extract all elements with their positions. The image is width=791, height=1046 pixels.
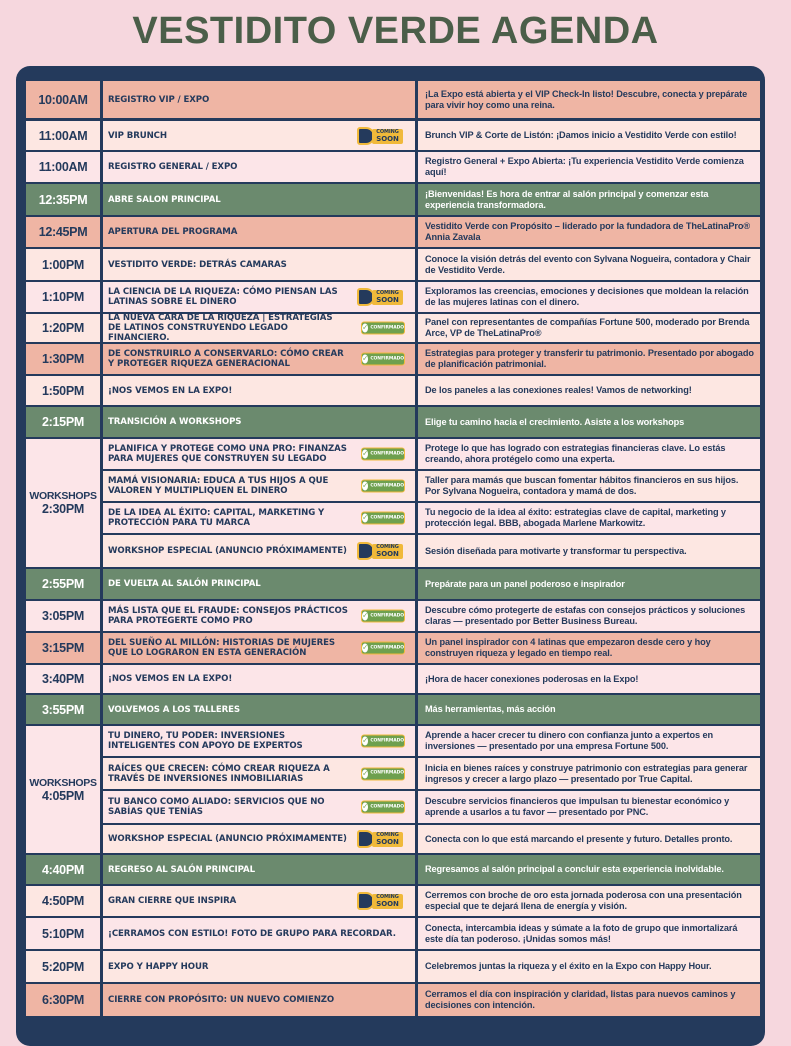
session-title [103,217,415,247]
session-title [103,344,415,374]
agenda-row [0,471,791,501]
coming-soon-tag [372,129,403,144]
time-cell: 2:15PM [26,407,100,437]
workshops-time-block [26,726,100,853]
session-title [103,695,415,724]
session-title [103,855,415,884]
time-cell: 5:10PM [26,918,100,949]
coming-soon-bottom-text: SOON [376,296,399,304]
agenda-row [0,855,791,884]
confirmed-label-box [361,512,405,525]
confirmed-badge [361,322,405,335]
session-title [103,825,415,853]
session-description: Conecta, intercambia ideas y súmate a la foto de grupo que inmortalizará este día tan poderoso. ¡Unidas somos más! [418,918,760,949]
session-title-text: TRANSICIÓN A WORKSHOPS [108,417,242,427]
coming-soon-graphic [357,540,405,562]
agenda-row [0,758,791,789]
session-title [103,152,415,182]
workshops-time-block [26,439,100,567]
confirmed-label-box [361,767,405,780]
agenda-row [0,314,791,342]
session-title [103,471,415,501]
agenda-row [0,951,791,982]
session-title-text: WORKSHOP ESPECIAL (ANUNCIO PRÓXIMAMENTE) [108,546,347,556]
confirmed-label-box [361,735,405,748]
session-title [103,314,415,342]
agenda-row [0,407,791,437]
coming-soon-badge [357,540,405,562]
check-icon: ✓ [362,323,369,332]
time-cell: 1:30PM [26,344,100,374]
coming-soon-badge [357,828,405,850]
session-title-text: ¡CERRAMOS CON ESTILO! FOTO DE GRUPO PARA RECORDAR. [108,928,396,939]
time-cell: 1:50PM [26,376,100,405]
time-cell: 2:55PM [26,569,100,599]
confirmed-badge [361,801,405,814]
agenda-row [0,81,791,118]
check-icon: ✓ [362,802,369,811]
session-description: Brunch VIP & Corte de Listón: ¡Damos inicio a Vestidito Verde con estilo! [418,121,760,150]
session-title [103,665,415,693]
session-title [103,249,415,280]
coming-soon-graphic [357,286,405,308]
confirmed-badge [361,767,405,780]
session-description: Un panel inspirador con 4 latinas que empezaron desde cero y hoy construyen riqueza y legado en tiempo real. [418,633,760,663]
coming-soon-bottom-text: SOON [376,900,399,908]
agenda-row [0,984,791,1016]
session-description: Exploramos las creencias, emociones y decisiones que moldean la relación de las mujeres latinas con el dinero. [418,282,760,312]
time-cell: 6:30PM [26,984,100,1016]
coming-soon-bottom-text: SOON [376,550,399,558]
session-title-text: REGRESO AL SALÓN PRINCIPAL [108,864,255,875]
confirmed-label: CONFIRMADO [370,483,404,488]
confirmed-badge [361,448,405,461]
session-description: De los paneles a las conexiones reales! Vamos de networking! [418,376,760,405]
session-description: Tu negocio de la idea al éxito: estrategias clave de capital, marketing y protección legal. BBB, abogada Marlene Markowitz. [418,503,760,533]
session-title-text: REGISTRO GENERAL / EXPO [108,162,238,172]
coming-soon-tag [372,894,403,909]
session-title-text: VIP BRUNCH [108,130,167,141]
confirmed-badge [361,512,405,525]
session-description: Vestidito Verde con Propósito – liderado por la fundadora de TheLatinaPro® Annia Zavala [418,217,760,247]
confirmed-label-box [361,480,405,493]
coming-soon-bottom-text: SOON [376,134,399,143]
time-cell: 12:45PM [26,217,100,247]
agenda-row [0,217,791,247]
confirmed-label-box [361,642,405,655]
coming-soon-graphic [357,890,405,912]
time-cell: 3:05PM [26,601,100,631]
confirmed-label: CONFIRMADO [370,770,404,776]
agenda-row [0,569,791,599]
session-title [103,407,415,437]
confirmed-label-box [361,801,405,814]
session-description: Celebremos juntas la riqueza y el éxito en la Expo con Happy Hour. [418,951,760,982]
agenda-row [0,439,791,469]
confirmed-label: CONFIRMADO [370,451,404,456]
session-title-text: ¡NOS VEMOS EN LA EXPO! [108,674,233,684]
session-title-text: DE CONSTRUIRLO A CONSERVARLO: CÓMO CREAR Y PROTEGER RIQUEZA GENERACIONAL [108,349,344,369]
agenda-row [0,665,791,693]
confirmed-label: CONFIRMADO [370,738,404,743]
confirmed-label: CONFIRMADO [370,613,404,618]
session-description: Taller para mamás que buscan fomentar hábitos financieros en sus hijos. Por Sylvana Nogueira, contadora y mamá de dos. [418,471,760,501]
agenda-row [0,282,791,312]
workshops-time: 2:30PM [42,502,84,516]
session-description: Descubre cómo protegerte de estafas con consejos prácticos y soluciones claras — presentado por Better Business Bureau. [418,601,760,631]
session-title [103,633,415,663]
check-icon: ✓ [362,736,369,745]
time-cell: 3:55PM [26,695,100,724]
agenda-row [0,601,791,631]
session-title [103,918,415,949]
agenda-row [0,249,791,280]
session-title [103,791,415,823]
session-title-text: ABRE SALON PRINCIPAL [108,194,221,205]
coming-soon-badge [357,890,405,912]
session-title [103,376,415,405]
agenda-row [0,726,791,756]
session-title [103,535,415,567]
session-title-text: ¡NOS VEMOS EN LA EXPO! [108,385,233,396]
session-description: Inicia en bienes raíces y construye patrimonio con estrategias para generar ingresos y crecer a largo plazo — presentado por True Capital. [418,758,760,789]
agenda-row [0,695,791,724]
session-title-text: TU DINERO, TU PODER: INVERSIONES INTELIGENTES CON APOYO DE EXPERTOS [108,731,303,751]
session-title [103,886,415,916]
workshops-time: 4:05PM [42,788,84,803]
agenda-row [0,825,791,853]
check-icon: ✓ [362,449,369,458]
agenda-row [0,535,791,567]
workshops-label: WORKSHOPS [29,776,97,789]
session-description: Aprende a hacer crecer tu dinero con confianza junto a expertos en inversiones — presentado por una empresa Fortune 500. [418,726,760,756]
time-cell: 3:15PM [26,633,100,663]
session-title [103,601,415,631]
session-title [103,282,415,312]
session-title-text: VESTIDITO VERDE: DETRÁS CAMARAS [108,259,287,270]
confirmed-badge [361,735,405,748]
session-title-text: EXPO Y HAPPY HOUR [108,961,209,972]
agenda-row [0,503,791,533]
session-description: Más herramientas, más acción [418,695,760,724]
session-title-text: VOLVEMOS A LOS TALLERES [108,704,241,715]
agenda-row [0,152,791,182]
time-cell: 4:50PM [26,886,100,916]
session-title [103,121,415,150]
confirmed-label-box [361,322,405,335]
confirmed-label: CONFIRMADO [370,804,404,809]
time-cell: 4:40PM [26,855,100,884]
session-title-text: DE LA IDEA AL ÉXITO: CAPITAL, MARKETING Y PROTECCIÓN PARA TU MARCA [108,508,325,528]
agenda-row [0,918,791,949]
session-title [103,951,415,982]
session-title-text: LA CIENCIA DE LA RIQUEZA: CÓMO PIENSAN LAS LATINAS SOBRE EL DINERO [108,287,338,307]
session-description: Protege lo que has logrado con estrategias financieras clave. Lo estás creando, ahora protégelo como una experta. [418,439,760,469]
session-title-text: WORKSHOP ESPECIAL (ANUNCIO PRÓXIMAMENTE) [108,834,347,844]
check-icon: ✓ [362,643,369,652]
agenda-row [0,788,791,823]
session-title-text: TU BANCO COMO ALIADO: SERVICIOS QUE NO SABÍAS QUE TENÍAS [108,797,325,817]
coming-soon-top-text: COMING [376,290,399,296]
session-title-text: DE VUELTA AL SALÓN PRINCIPAL [108,579,261,589]
session-title [103,503,415,533]
confirmed-badge [361,480,405,493]
confirmed-badge [361,353,405,366]
confirmed-badge [361,642,405,655]
session-description: Conoce la visión detrás del evento con Sylvana Nogueira, contadora y Chair de Vestidito Verde. [418,249,760,280]
time-cell: 5:20PM [26,951,100,982]
session-title [103,726,415,756]
session-title-text: RAÍCES QUE CRECEN: CÓMO CREAR RIQUEZA A TRAVÉS DE INVERSIONES INMOBILIARIAS [108,763,330,784]
coming-soon-bottom-text: SOON [376,838,399,846]
coming-soon-badge [357,125,405,147]
coming-soon-tag [372,832,403,847]
session-description: Regresamos al salón principal a concluir esta experiencia inolvidable. [418,855,760,884]
confirmed-label: CONFIRMADO [370,515,404,520]
session-title-text: MAMÁ VISIONARIA: EDUCA A TUS HIJOS A QUE VALOREN Y MULTIPLIQUEN EL DINERO [108,476,329,496]
confirmed-label: CONFIRMADO [370,645,404,650]
time-cell: 1:20PM [26,314,100,342]
coming-soon-tag [372,544,403,559]
coming-soon-top-text: COMING [376,128,399,135]
confirmed-label: CONFIRMADO [370,356,404,361]
session-description: Sesión diseñada para motivarte y transformar tu perspectiva. [418,535,760,567]
check-icon: ✓ [362,481,369,490]
session-title-text: PLANIFICA Y PROTEGE COMO UNA PRO: FINANZAS PARA MUJERES QUE CONSTRUYEN SU LEGADO [108,444,347,464]
session-description: Conecta con lo que está marcando el presente y futuro. Detalles pronto. [418,825,760,853]
session-title [103,569,415,599]
check-icon: ✓ [362,611,369,620]
session-description: Descubre servicios financieros que impulsan tu bienestar económico y aprende a usarlos a tu favor — presentado por PNC. [418,791,760,823]
agenda-row [0,633,791,663]
confirmed-label-box [361,610,405,623]
session-title [103,81,415,118]
session-description: Cerramos el día con inspiración y claridad, listas para nuevos caminos y decisiones con intención. [418,984,760,1016]
session-title-text: CIERRE CON PROPÓSITO: UN NUEVO COMIENZO [108,995,335,1005]
session-description: Estrategias para proteger y transferir tu patrimonio. Presentado por abogado de planificación patrimonial. [418,344,760,374]
coming-soon-badge [357,286,405,308]
session-title [103,439,415,469]
session-description: ¡Hora de hacer conexiones poderosas en la Expo! [418,665,760,693]
session-description: Prepárate para un panel poderoso e inspirador [418,569,760,599]
agenda-row [0,184,791,215]
check-icon: ✓ [362,769,369,777]
time-cell: 3:40PM [26,665,100,693]
session-title-text: APERTURA DEL PROGRAMA [108,227,238,237]
agenda-row [0,886,791,916]
coming-soon-graphic [357,828,405,850]
agenda-row [0,344,791,374]
coming-soon-graphic [357,125,405,147]
agenda-row [0,121,791,150]
session-title [103,984,415,1016]
confirmed-badge [361,610,405,623]
workshops-label: WORKSHOPS [29,490,97,502]
time-cell: 1:10PM [26,282,100,312]
coming-soon-top-text: COMING [376,894,399,900]
session-title-text: REGISTRO VIP / EXPO [108,94,210,105]
session-description: Panel con representantes de compañías Fortune 500, moderado por Brenda Arce, VP de TheLatinaPro® [418,314,760,342]
session-title-text: LA NUEVA CARA DE LA RIQUEZA | ESTRATEGIAS DE LATINOS CONSTRUYENDO LEGADO FINANCIERO. [108,314,333,342]
time-cell: 11:00AM [26,121,100,150]
session-title [103,758,415,789]
session-title-text: DEL SUEÑO AL MILLÓN: HISTORIAS DE MUJERES QUE LO LOGRARON EN ESTA GENERACIÓN [108,638,336,658]
agenda-row [0,376,791,405]
confirmed-label-box [361,448,405,461]
confirmed-label: CONFIRMADO [370,325,404,330]
session-description: Cerremos con broche de oro esta jornada poderosa con una presentación especial que te dejará llena de energía y visión. [418,886,760,916]
coming-soon-top-text: COMING [376,832,399,838]
time-cell: 1:00PM [26,249,100,280]
session-description: Registro General + Expo Abierta: ¡Tu experiencia Vestidito Verde comienza aquí! [418,152,760,182]
session-description: ¡Bienvenidas! Es hora de entrar al salón principal y comenzar esta experiencia transformadora. [418,184,760,215]
session-title-text: GRAN CIERRE QUE INSPIRA [108,896,237,906]
session-title-text: MÁS LISTA QUE EL FRAUDE: CONSEJOS PRÁCTICOS PARA PROTEGERTE COMO PRO [108,606,348,626]
coming-soon-top-text: COMING [376,544,399,550]
session-title [103,184,415,215]
time-cell: 10:00AM [26,81,100,118]
page-title: VESTIDITO VERDE AGENDA [132,10,659,52]
session-description: Elige tu camino hacia el crecimiento. Asiste a los workshops [418,407,760,437]
check-icon: ✓ [362,513,369,522]
time-cell: 11:00AM [26,152,100,182]
confirmed-label-box [361,353,405,366]
session-description: ¡La Expo está abierta y el VIP Check-In listo! Descubre, conecta y prepárate para vivir hoy como una reina. [418,81,760,118]
coming-soon-tag [372,290,403,305]
time-cell: 12:35PM [26,184,100,215]
check-icon: ✓ [362,354,369,363]
